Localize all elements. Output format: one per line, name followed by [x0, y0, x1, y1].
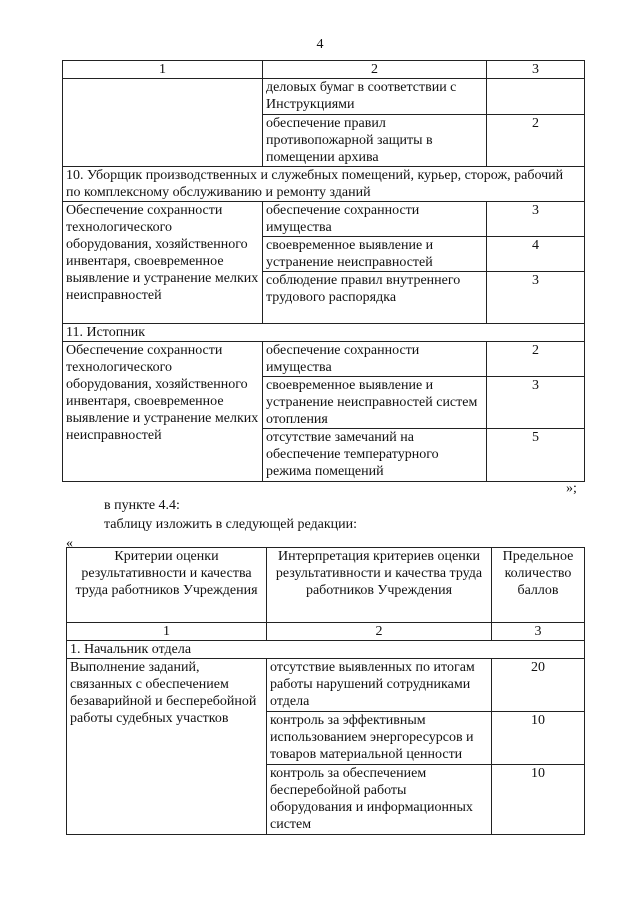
column-number: 1 — [67, 623, 267, 641]
header-col-3: 3 — [487, 61, 585, 79]
section-title-row — [67, 641, 585, 659]
table-cell: деловых бумаг в соответствии с Инструкциями — [263, 79, 487, 115]
header-max-score: Предельное количество баллов — [492, 548, 585, 623]
score-cell: 2 — [487, 342, 585, 377]
header-col-1: 1 — [63, 61, 263, 79]
score-cell: 5 — [487, 429, 585, 482]
header-col-2: 2 — [263, 61, 487, 79]
section-title-row — [63, 167, 585, 202]
table-cell: отсутствие выявленных по итогам работы нарушений сотрудниками отдела — [267, 659, 492, 712]
column-numbers-row — [67, 623, 585, 641]
criteria-cell: Обеспечение сохранности технологического оборудования, хозяйственного инвентаря, своевременное выявление и устранение мелких неисправностей — [63, 342, 263, 482]
table-cell: своевременное выявление и устранение неисправностей — [263, 237, 487, 272]
column-number: 3 — [492, 623, 585, 641]
table-cell: отсутствие замечаний на обеспечение температурного режима помещений — [263, 429, 487, 482]
section-title: 11. Истопник — [63, 324, 585, 342]
table-row — [63, 342, 585, 377]
table-cell: контроль за эффективным использованием энергоресурсов и товаров материальной ценности — [267, 712, 492, 765]
score-cell: 3 — [487, 202, 585, 237]
score-cell: 20 — [492, 659, 585, 712]
section-title-row — [63, 324, 585, 342]
table-cell: обеспечение сохранности имущества — [263, 202, 487, 237]
table-cell-empty — [63, 79, 263, 167]
table-row — [67, 659, 585, 712]
score-cell: 10 — [492, 765, 585, 835]
score-cell: 10 — [492, 712, 585, 765]
criteria-cell: Обеспечение сохранности технологического оборудования, хозяйственного инвентаря, своевременное выявление и устранение мелких неисправностей — [63, 202, 263, 324]
score-cell: 3 — [487, 377, 585, 429]
table-header-row — [67, 548, 585, 623]
criteria-table-new — [66, 547, 585, 835]
table-row — [63, 79, 585, 115]
opening-quote: « — [66, 536, 73, 551]
column-number: 2 — [267, 623, 492, 641]
score-cell: 2 — [487, 115, 585, 167]
table-header-row — [63, 61, 585, 79]
table-cell: обеспечение сохранности имущества — [263, 342, 487, 377]
table-row — [63, 202, 585, 237]
closing-quote: »; — [566, 481, 577, 496]
header-interpretation: Интерпретация критериев оценки результативности и качества труда работников Учреждения — [267, 548, 492, 623]
criteria-cell: Выполнение заданий, связанных с обеспечением безаварийной и бесперебойной работы судебных участков — [67, 659, 267, 835]
paragraph-reference: в пункте 4.4: — [104, 498, 180, 513]
instruction-text: таблицу изложить в следующей редакции: — [104, 517, 358, 532]
score-cell — [487, 79, 585, 115]
section-title: 1. Начальник отдела — [67, 641, 585, 659]
table-cell: своевременное выявление и устранение неисправностей систем отопления — [263, 377, 487, 429]
criteria-table-continued — [62, 60, 585, 482]
header-criteria: Критерии оценки результативности и качества труда работников Учреждения — [67, 548, 267, 623]
score-cell: 4 — [487, 237, 585, 272]
table-cell: контроль за обеспечением бесперебойной работы оборудования и информационных систем — [267, 765, 492, 835]
score-cell: 3 — [487, 272, 585, 324]
page-number: 4 — [316, 37, 324, 52]
table-cell: соблюдение правил внутреннего трудового распорядка — [263, 272, 487, 324]
table-cell: обеспечение правил противопожарной защиты в помещении архива — [263, 115, 487, 167]
section-title: 10. Уборщик производственных и служебных помещений, курьер, сторож, рабочий по комплексному обслуживанию и ремонту зданий — [63, 167, 585, 202]
